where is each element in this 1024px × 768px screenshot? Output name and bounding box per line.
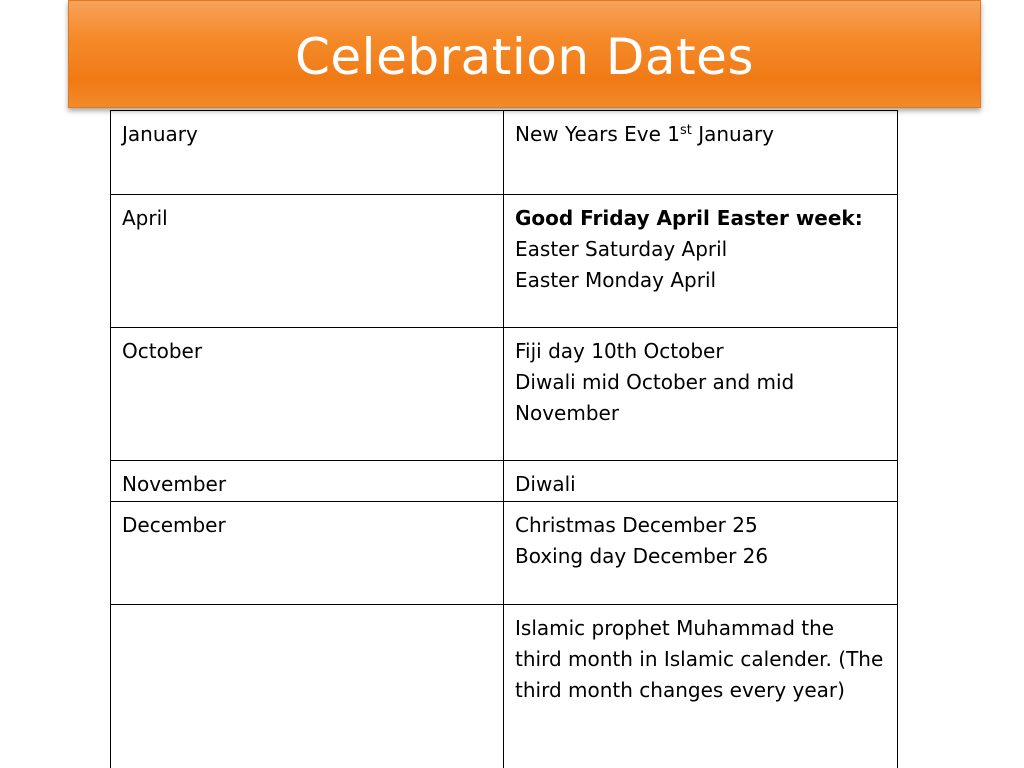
month-label: November — [122, 472, 227, 496]
month-cell — [111, 461, 504, 502]
title-banner — [68, 0, 981, 108]
event-cell — [504, 195, 898, 328]
event-cell — [504, 328, 898, 461]
event-line: Diwali — [515, 472, 576, 496]
event-text-suffix: January — [691, 122, 775, 146]
event-heading: Good Friday April Easter week: — [515, 206, 863, 230]
month-cell — [111, 502, 504, 605]
event-line: Christmas December 25 — [515, 513, 758, 537]
event-cell — [504, 461, 898, 502]
event-cell — [504, 605, 898, 768]
event-cell — [504, 111, 898, 195]
month-cell — [111, 195, 504, 328]
ordinal-superscript: st — [679, 123, 692, 138]
event-line: Boxing day December 26 — [515, 544, 769, 568]
event-line: Diwali mid October and mid November — [515, 370, 795, 425]
table-row — [111, 502, 898, 605]
event-line: Islamic prophet Muhammad the third month in Islamic calender. (The third month changes every year) — [515, 616, 884, 702]
month-label: April — [122, 206, 168, 230]
month-label: October — [122, 339, 203, 363]
table-row — [111, 605, 898, 768]
event-line: Easter Saturday April — [515, 237, 728, 261]
event-line: Fiji day 10th October — [515, 339, 724, 363]
month-cell — [111, 328, 504, 461]
celebration-dates-table — [110, 110, 898, 768]
month-cell — [111, 111, 504, 195]
month-cell — [111, 605, 504, 768]
table-row — [111, 461, 898, 502]
slide-title: Celebration Dates — [295, 28, 754, 86]
table-row — [111, 195, 898, 328]
event-line: Easter Monday April — [515, 268, 717, 292]
month-label: January — [122, 122, 198, 146]
month-label: December — [122, 513, 226, 537]
event-text-prefix: New Years Eve 1 — [515, 122, 680, 146]
event-cell — [504, 502, 898, 605]
table-row — [111, 328, 898, 461]
table-row — [111, 111, 898, 195]
